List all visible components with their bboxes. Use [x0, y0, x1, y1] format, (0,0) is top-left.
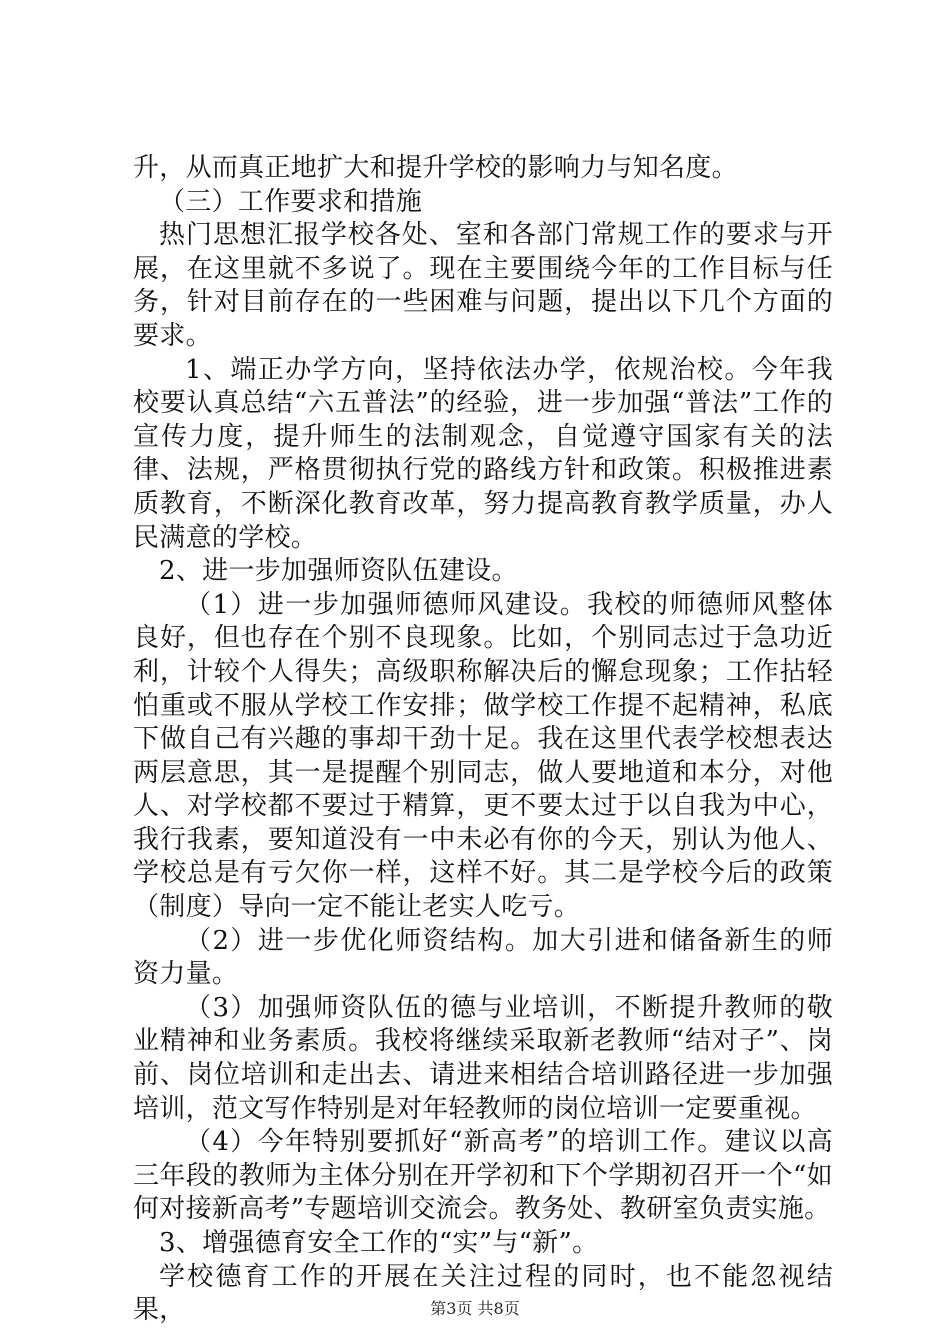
page-footer: 第3页 共8页: [430, 1299, 520, 1318]
paragraph-item-2-1: （1）进一步加强师德师风建设。我校的师德师风整体良好，但也存在个别不良现象。比如，个别同志过于急功近利，计较个人得失；高级职称解决后的懈怠现象；工作拈轻怕重或不服从学校工作安排；做学校工作提不起精神，私底下做自己有兴趣的事却干劲十足。我在这里代表学校想表达两层意思，其一是提醒个别同志，做人要地道和本分，对他人、对学校都不要过于精算，更不要太过于以自我为中心，我行我素，要知道没有一中未必有你的今天，别认为他人、学校总是有亏欠你一样，这样不好。其二是学校今后的政策（制度）导向一定不能让老实人吃亏。: [133, 589, 833, 923]
paragraph-item-2-2: （2）进一步优化师资结构。加大引进和储备新生的师资力量。: [133, 925, 833, 990]
paragraph-item-3-body: 学校德育工作的开展在关注过程的同时，也不能忽视结果，: [133, 1261, 833, 1326]
paragraph-item-1: 1、端正办学方向，坚持依法办学，依规治校。今年我校要认真总结“六五普法”的经验，进一步加强“普法”工作的宣传力度，提升师生的法制观念，自觉遵守国家有关的法律、法规，严格贯彻执行党的路线方针和政策。积极推进素质教育，不断深化教育改革，努力提高教育教学质量，办人民满意的学校。: [133, 354, 833, 553]
paragraph-item-2-4: （4）今年特别要抓好“新高考”的培训工作。建议以高三年段的教师为主体分别在开学初和下个学期初召开一个“如何对接新高考”专题培训交流会。教务处、教研室负责实施。: [133, 1127, 833, 1225]
paragraph-item-3: 3、增强德育安全工作的“实”与“新”。: [159, 1228, 599, 1258]
section-heading: （三）工作要求和措施: [159, 186, 423, 217]
paragraph-item-2: 2、进一步加强师资队伍建设。: [159, 556, 518, 587]
paragraph-intro: 热门思想汇报学校各处、室和各部门常规工作的要求与开展，在这里就不多说了。现在主要围绕今年的工作目标与任务，针对目前存在的一些困难与问题，提出以下几个方面的要求。: [133, 220, 833, 351]
paragraph-continuation: 升，从而真正地扩大和提升学校的影响力与知名度。: [133, 153, 738, 183]
paragraph-item-2-3: （3）加强师资队伍的德与业培训，不断提升教师的敬业精神和业务素质。我校将继续采取新老教师“结对子”、岗前、岗位培训和走出去、请进来相结合培训路径进一步加强培训，范文写作特别是对年轻教师的岗位培训一定要重视。: [133, 992, 833, 1124]
document-body: [133, 152, 833, 1328]
